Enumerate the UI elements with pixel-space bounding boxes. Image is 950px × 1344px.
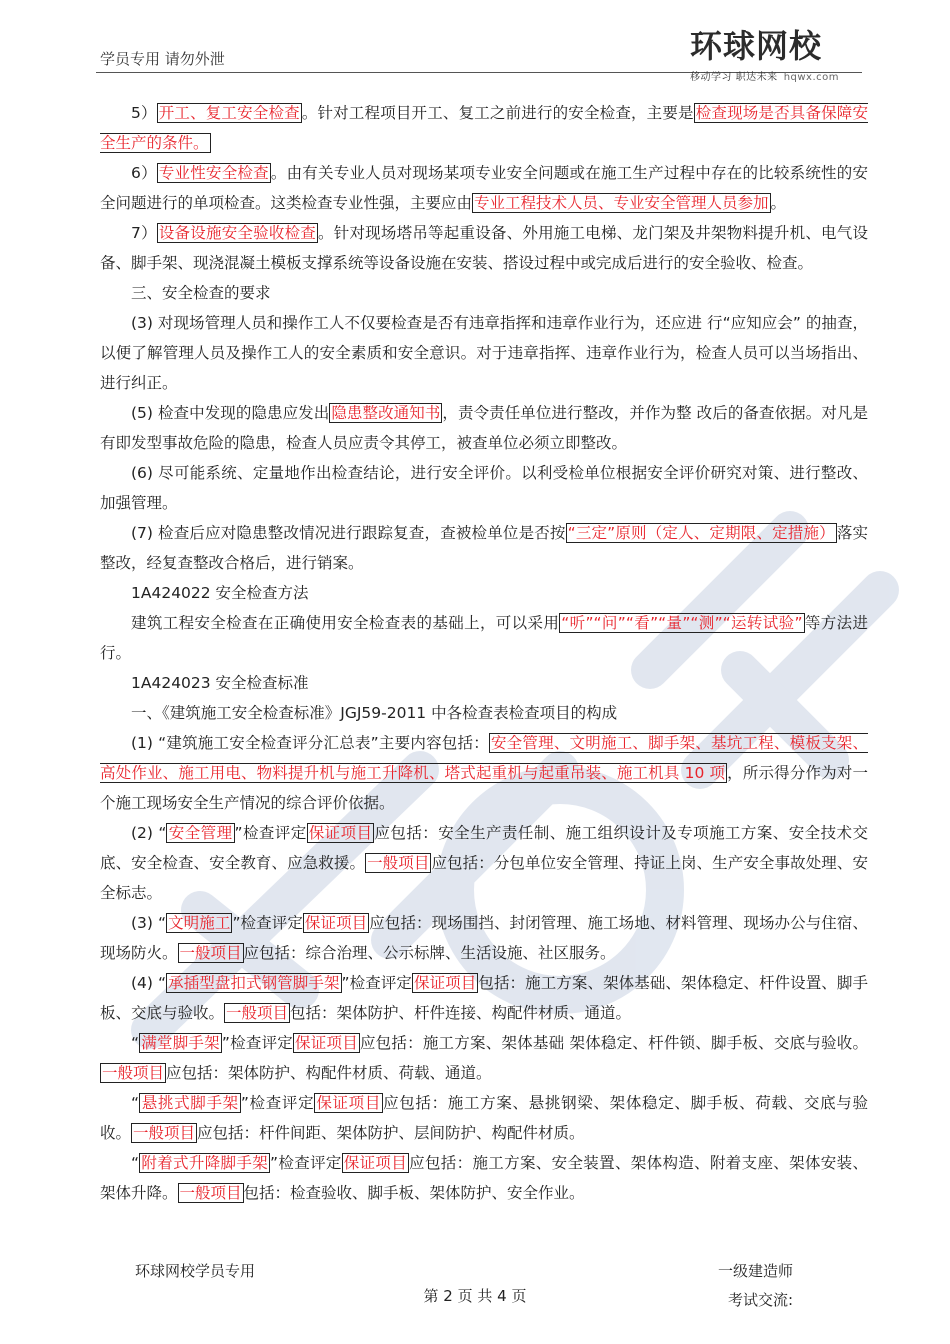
paragraph [100, 218, 868, 278]
highlighted-key-term: 保证项目 [304, 914, 368, 932]
paragraph-text: 。 [770, 194, 787, 212]
paragraph-text: ，责令责任单位进行整改，并作为整 改后的备查依据。对凡是有即发型事故危险的隐患，检查人员应责令其停工，被查单位必须立即整改。 [100, 404, 868, 452]
highlighted-key-term: 设备设施安全验收检查 [158, 224, 317, 242]
logo-title: 环球网校 [690, 27, 823, 65]
paragraph [100, 608, 868, 668]
paragraph [100, 968, 868, 1028]
paragraph-text: (3) “ [131, 914, 166, 932]
highlighted-key-term: 专业性安全检查 [158, 164, 269, 182]
paragraph-text: (1) “建筑施工安全检查评分汇总表”主要内容包括： [131, 734, 489, 752]
highlighted-key-term: 隐患整改通知书 [331, 404, 441, 422]
paragraph-text: 包括：检查验收、脚手板、架体防护、安全作业。 [243, 1184, 585, 1202]
paragraph-text: 应包括：杆件间距、架体防护、层间防护、构配件材质。 [197, 1124, 585, 1142]
paragraph-text: 等方法进行。 [100, 614, 868, 662]
highlighted-key-term: 悬挑式脚手架 [141, 1094, 239, 1112]
paragraph-text: 。针对现场塔吊等起重设备、外用施工电梯、龙门架及井架物料提升机、电气设备、脚手架、现浇混凝土模板支撑系统等设备设施在安装、搭设过程中或完成后进行的安全验收、检查。 [100, 224, 868, 272]
paragraph [100, 1148, 868, 1208]
paragraph-text: “ [131, 1094, 140, 1112]
paragraph-text: ”检查评定 [270, 1154, 342, 1172]
paragraph-text: 应包括：现场围挡、封闭管理、施工场地、材料管理、现场办公与住宿、现场防火。 [100, 914, 868, 962]
paragraph-text: 应包括：综合治理、公示标牌、生活设施、社区服务。 [243, 944, 616, 962]
header-confidential-note: 学员专用 请勿外泄 [100, 50, 225, 68]
paragraph [100, 398, 868, 458]
highlighted-key-term: 满堂脚手架 [141, 1034, 220, 1052]
paragraph-text: (7) 检查后应对隐患整改情况进行跟踪复查，查被检单位是否按 [131, 524, 566, 542]
paragraph-text: 。由有关专业人员对现场某项专业安全问题或在施工生产过程中存在的比较系统性的安全问题进行的单项检查。这类检查专业性强，主要应由 [100, 164, 868, 212]
paragraph [100, 518, 868, 578]
highlighted-key-term: 保证项目 [343, 1154, 408, 1172]
paragraph [100, 1088, 868, 1148]
document-body [100, 98, 868, 1208]
paragraph-text: (6) 尽可能系统、定量地作出检查结论，进行安全评价。以利受检单位根据安全评价研究对策、进行整改、加强管理。 [100, 464, 868, 512]
paragraph-text: ，所示得分作为对一个施工现场安全生产情况的综合评价依据。 [100, 764, 868, 812]
paragraph-text: 应包括：分包单位安全管理、持证上岗、生产安全事故处理、安全标志。 [100, 854, 868, 902]
highlighted-key-term: “三定”原则（定人、定期限、定措施） [567, 524, 835, 542]
paragraph-text: 应包括：施工方案、架体基础 架体稳定、杆件锁、脚手板、交底与验收。 [359, 1034, 868, 1052]
paragraph-text: 5） [131, 104, 157, 122]
hqwx-logo [690, 28, 865, 92]
paragraph-text: 6） [131, 164, 157, 182]
paragraph [100, 1028, 868, 1088]
paragraph-text: ”检查评定 [232, 914, 303, 932]
paragraph-text: (2) “ [131, 824, 167, 842]
paragraph-text: 应包括：安全生产责任制、施工组织设计及专项施工方案、安全技术交底、安全检查、安全教育、应急救援。 [100, 824, 868, 872]
logo-tagline [690, 68, 865, 83]
paragraph-text: 1A424022 安全检查方法 [131, 584, 309, 602]
highlighted-key-term: 开工、复工安全检查 [158, 104, 300, 122]
paragraph [100, 158, 868, 218]
paragraph [100, 458, 868, 518]
highlighted-key-term: 一般项目 [133, 1124, 196, 1142]
highlighted-key-term: 一般项目 [226, 1004, 289, 1022]
paragraph-text: 。针对工程项目开工、复工之前进行的安全检查，主要是 [301, 104, 694, 122]
paragraph-text: ”检查评定 [221, 1034, 294, 1052]
paragraph [100, 308, 868, 398]
footer-exam-exchange: 考试交流: [728, 1291, 794, 1309]
paragraph-text: (4) “ [131, 974, 166, 992]
paragraph [100, 98, 868, 158]
paragraph [100, 668, 868, 698]
logo-url: hqwx.com [783, 72, 840, 83]
logo-slogan: 移动学习 职达未来 [690, 72, 778, 83]
paragraph-text: 三、安全检查的要求 [131, 284, 271, 302]
paragraph-text: “ [131, 1154, 140, 1172]
highlighted-key-term: 保证项目 [308, 824, 373, 842]
paragraph-text: 包括：架体防护、杆件连接、构配件材质、通道。 [290, 1004, 632, 1022]
highlighted-key-term: 一般项目 [102, 1064, 165, 1082]
paragraph-text: 应包括：架体防护、构配件材质、荷载、通道。 [166, 1064, 492, 1082]
highlighted-key-term: 文明施工 [168, 914, 231, 932]
paragraph-text: ”检查评定 [341, 974, 413, 992]
highlighted-key-term: 附着式升降脚手架 [141, 1154, 269, 1172]
paragraph [100, 728, 868, 818]
paragraph [100, 698, 868, 728]
highlighted-key-term: “听”“问”“看”“量”“测”“运转试验” [561, 614, 803, 632]
paragraph-text: 落实整改，经复查整改合格后，进行销案。 [100, 524, 869, 572]
highlighted-key-term: 保证项目 [414, 974, 477, 992]
paragraph [100, 278, 868, 308]
highlighted-key-term: 承插型盘扣式钢管脚手架 [168, 974, 340, 992]
paragraph-text: ”检查评定 [240, 1094, 315, 1112]
footer-school-note: 环球网校学员专用 [135, 1262, 256, 1280]
highlighted-key-term: 一般项目 [179, 944, 242, 962]
paragraph-text: (5) 检查中发现的隐患应发出 [131, 404, 330, 422]
highlighted-key-term: 专业工程技术人员、专业安全管理人员参加 [474, 194, 769, 212]
highlighted-key-term: 保证项目 [316, 1094, 382, 1112]
highlighted-key-term: 检查现场是否具备保障安全生产的条件。 [100, 104, 868, 152]
paragraph-text: “ [131, 1034, 140, 1052]
paragraph-text: 建筑工程安全检查在正确使用安全检查表的基础上，可以采用 [131, 614, 560, 632]
highlighted-key-term: 安全管理、文明施工、脚手架、基坑工程、模板支架、高处作业、施工用电、物料提升机与施工升降机、塔式起重机与起重吊装、施工机具 10 项 [100, 734, 868, 782]
paragraph-text: ”检查评定 [234, 824, 307, 842]
page-number: 第 2 页 共 4 页 [423, 1287, 527, 1305]
highlighted-key-term: 安全管理 [168, 824, 233, 842]
highlighted-key-term: 一般项目 [179, 1184, 242, 1202]
paragraph [100, 908, 868, 968]
highlighted-key-term: 一般项目 [367, 854, 430, 872]
paragraph [100, 578, 868, 608]
paragraph-text: (3) 对现场管理人员和操作工人不仅要检查是否有违章指挥和违章作业行为，还应进 行“应知应会” 的抽查，以便了解管理人员及操作工人的安全素质和安全意识。对于违章指挥、违章作业行为，检查人员可以当场指出、进行纠正。 [100, 314, 868, 392]
paragraph-text: 1A424023 安全检查标准 [131, 674, 309, 692]
paragraph-text: 应包括：施工方案、安全装置、架体构造、附着支座、架体安装、架体升降。 [100, 1154, 868, 1202]
footer-exam-name: 一级建造师 [718, 1262, 794, 1280]
paragraph-text: 应包括：施工方案、悬挑钢梁、架体稳定、脚手板、荷载、交底与验收。 [100, 1094, 868, 1142]
paragraph-text: 7） [131, 224, 157, 242]
paragraph-text: 一、《建筑施工安全检查标准》JGJ59-2011 中各检查表检查项目的构成 [131, 704, 618, 722]
highlighted-key-term: 保证项目 [295, 1034, 358, 1052]
paragraph [100, 818, 868, 908]
paragraph-text: 包括：施工方案、架体基础、架体稳定、杆件设置、脚手板、交底与验收。 [100, 974, 868, 1022]
